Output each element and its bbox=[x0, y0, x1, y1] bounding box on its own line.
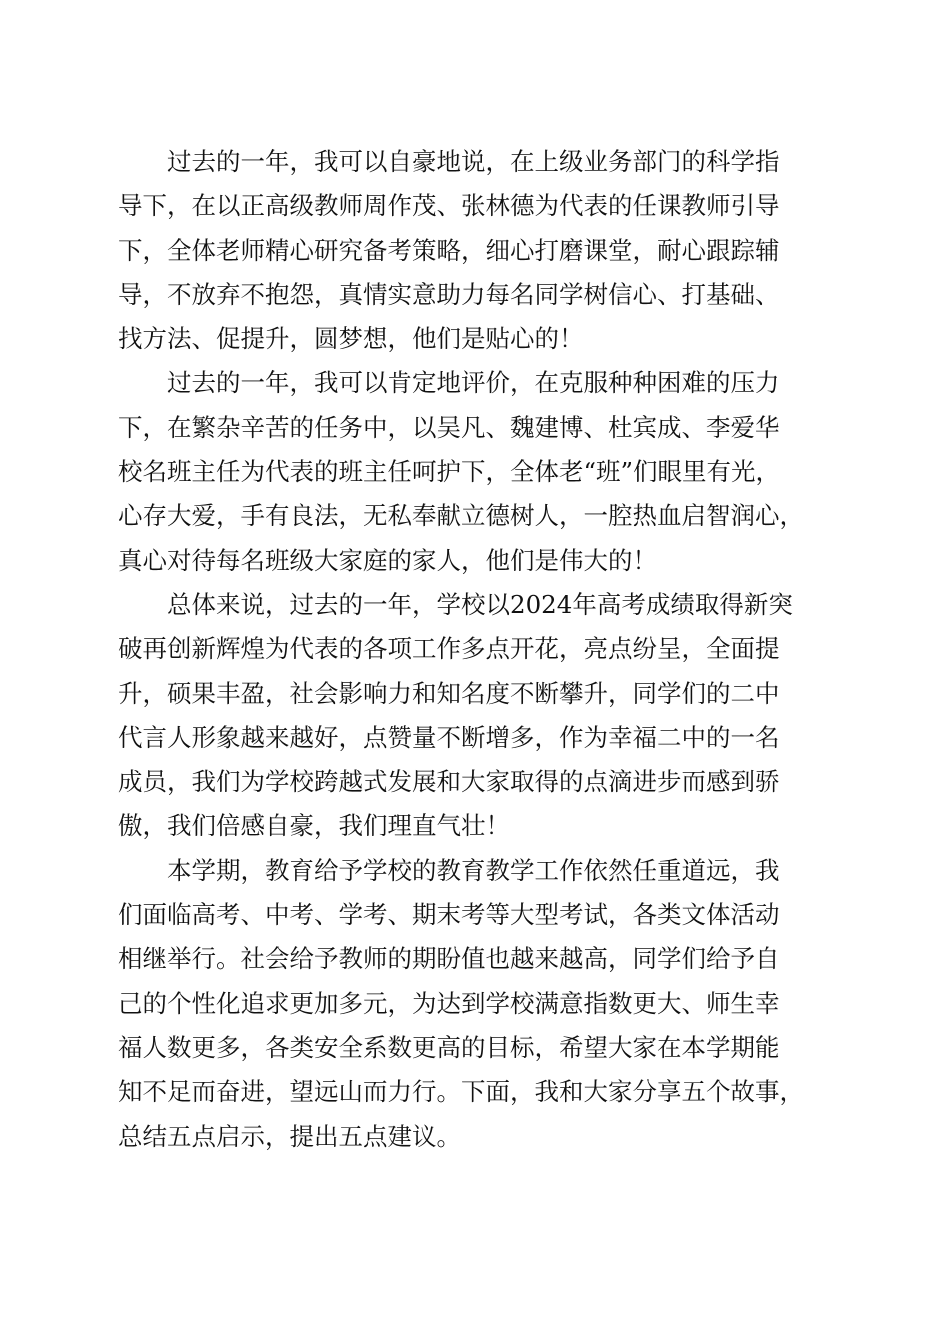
paragraph-line: 下，全体老师精心研究备考策略，细心打磨课堂，耐心跟踪辅 bbox=[118, 235, 780, 265]
paragraph-line: 导，不放弃不抱怨，真情实意助力每名同学树信心、打基础、 bbox=[118, 279, 780, 309]
paragraph-line: 本学期，教育给予学校的教育教学工作依然任重道远，我 bbox=[167, 855, 780, 885]
paragraph-line: 找方法、促提升，圆梦想，他们是贴心的！ bbox=[118, 324, 584, 354]
paragraph-3 bbox=[118, 583, 832, 849]
paragraph-line: 傲，我们倍感自豪，我们理直气壮！ bbox=[118, 811, 510, 841]
paragraph-line: 升，硕果丰盈，社会影响力和知名度不断攀升，同学们的二中 bbox=[118, 678, 780, 708]
paragraph-line: 过去的一年，我可以肯定地评价，在克服种种困难的压力 bbox=[167, 368, 780, 398]
paragraph-line: 代言人形象越来越好，点赞量不断增多，作为幸福二中的一名 bbox=[118, 722, 780, 752]
paragraph-line: 过去的一年，我可以自豪地说，在上级业务部门的科学指 bbox=[167, 147, 780, 176]
paragraph-line: 们面临高考、中考、学考、期末考等大型考试，各类文体活动 bbox=[118, 900, 780, 930]
paragraph-line: 成员，我们为学校跨越式发展和大家取得的点滴进步而感到骄 bbox=[118, 767, 780, 797]
paragraph-line: 知不足而奋进，望远山而力行。下面，我和大家分享五个故事， bbox=[118, 1077, 804, 1107]
paragraph-line: 福人数更多，各类安全系数更高的目标，希望大家在本学期能 bbox=[118, 1032, 780, 1062]
paragraph-line: 真心对待每名班级大家庭的家人，他们是伟大的！ bbox=[118, 545, 657, 575]
paragraph-1 bbox=[118, 140, 832, 361]
paragraph-line: 破再创新辉煌为代表的各项工作多点开花，亮点纷呈，全面提 bbox=[118, 634, 780, 664]
paragraph-line: 总体来说，过去的一年，学校以2024年高考成绩取得新突 bbox=[167, 589, 793, 619]
paragraph-2 bbox=[118, 361, 832, 582]
paragraph-line: 下，在繁杂辛苦的任务中，以吴凡、魏建博、杜宾成、李爱华 bbox=[118, 412, 780, 442]
paragraph-line: 心存大爱，手有良法，无私奉献立德树人，一腔热血启智润心， bbox=[118, 501, 804, 531]
paragraph-line: 总结五点启示，提出五点建议。 bbox=[118, 1121, 461, 1151]
paragraph-line: 己的个性化追求更加多元，为达到学校满意指数更大、师生幸 bbox=[118, 988, 780, 1018]
paragraph-4 bbox=[118, 849, 832, 1159]
body-text bbox=[118, 140, 832, 1159]
paragraph-line: 相继举行。社会给予教师的期盼值也越来越高，同学们给予自 bbox=[118, 944, 780, 974]
paragraph-line: 校名班主任为代表的班主任呵护下，全体老“班”们眼里有光， bbox=[118, 457, 781, 487]
paragraph-line: 导下，在以正高级教师周作茂、张林德为代表的任课教师引导 bbox=[118, 191, 780, 221]
